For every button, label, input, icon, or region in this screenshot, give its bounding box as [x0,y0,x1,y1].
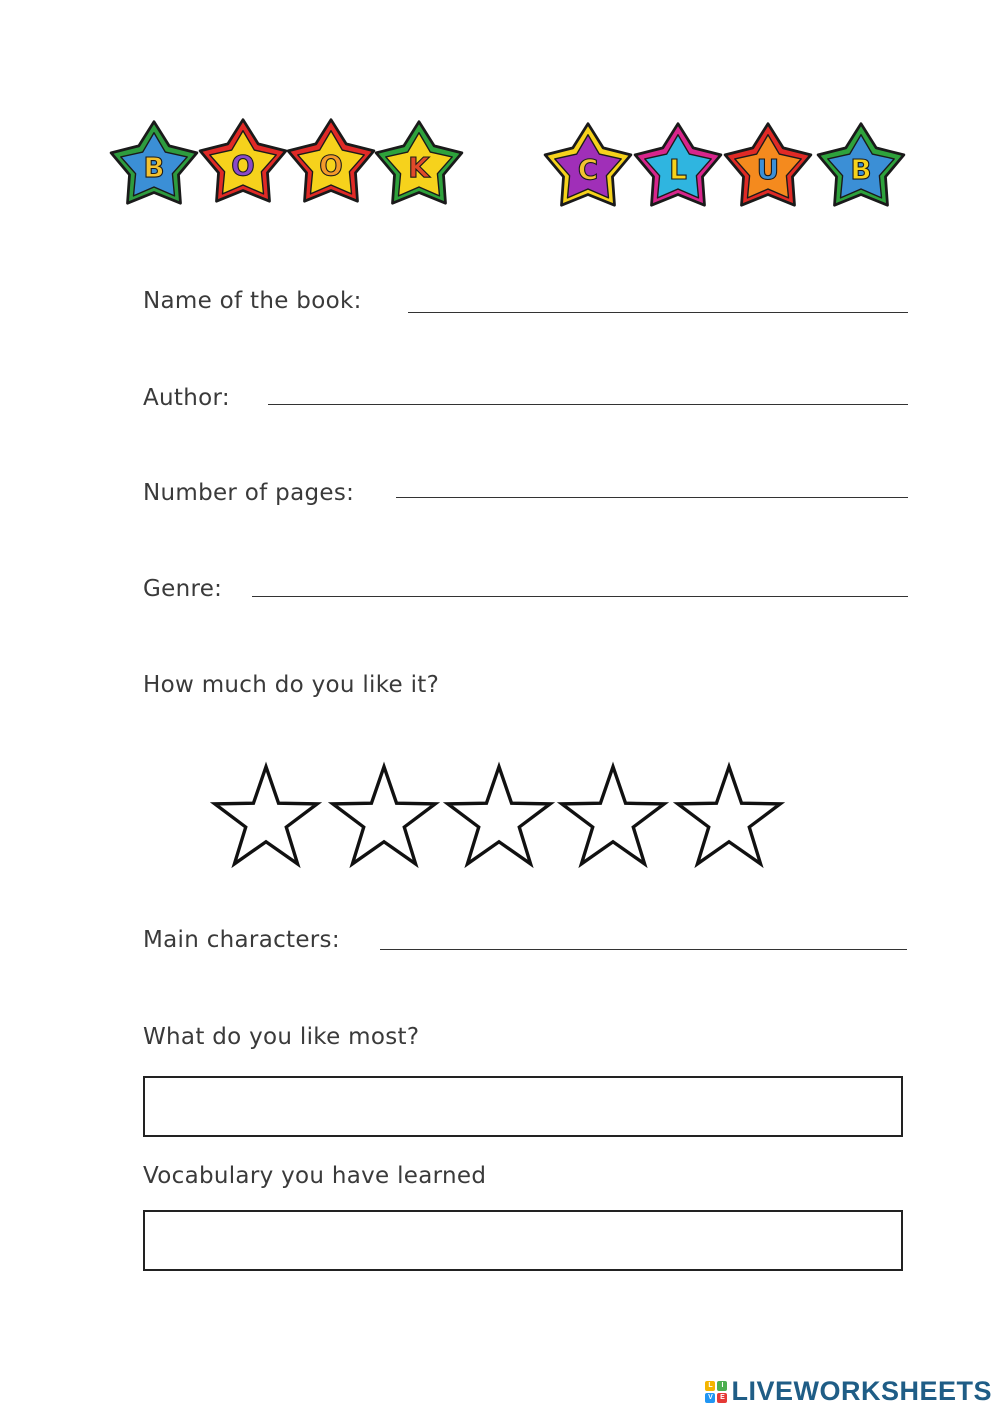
title-star-b2 [815,120,907,212]
title-star-letter: O [319,148,343,182]
book-name-line[interactable] [408,312,908,313]
genre-line[interactable] [252,596,908,597]
logo-grid-cell: E [717,1393,727,1403]
book-name-label: Name of the book: [143,288,362,314]
title-star-o2 [285,116,377,208]
author-label: Author: [143,385,230,411]
logo-grid-cell: L [705,1381,715,1391]
title-star-letter: K [408,150,430,184]
rating-star-4[interactable] [557,760,669,872]
title-star-letter: C [577,152,599,186]
rating-star-2[interactable] [328,760,440,872]
rating-star-5[interactable] [673,760,785,872]
vocabulary-label: Vocabulary you have learned [143,1163,487,1189]
title-star-letter: U [756,152,780,186]
main-characters-line[interactable] [380,949,907,950]
title-star-u [722,120,814,212]
logo-grid-cell: V [705,1393,715,1403]
star-outline-icon [678,767,780,864]
title-star-letter: B [850,152,872,186]
genre-label: Genre: [143,576,223,602]
title-star-letter: L [669,152,687,186]
author-line[interactable] [268,404,908,405]
rating-star-1[interactable] [210,760,322,872]
title-star-b1 [108,118,200,210]
rating-star-3[interactable] [443,760,555,872]
logo-text: LIVEWORKSHEETS [731,1376,992,1406]
star-outline-icon [215,767,317,864]
logo-grid-cell: I [717,1381,727,1391]
title-star-l [632,120,724,212]
rating-question: How much do you like it? [143,672,440,698]
logo-grid-icon [705,1381,727,1403]
liveworksheets-logo [705,1376,992,1407]
pages-label: Number of pages: [143,480,355,506]
star-outline-icon [562,767,664,864]
title-star-letter: B [143,150,165,184]
title-star-letter: O [231,148,255,182]
like-most-label: What do you like most? [143,1024,420,1050]
pages-line[interactable] [396,497,908,498]
title-star-o1 [197,116,289,208]
main-characters-label: Main characters: [143,927,340,953]
like-most-box[interactable] [143,1076,903,1137]
star-outline-icon [448,767,550,864]
title-star-c [542,120,634,212]
vocabulary-box[interactable] [143,1210,903,1271]
star-outline-icon [333,767,435,864]
title-star-k [373,118,465,210]
